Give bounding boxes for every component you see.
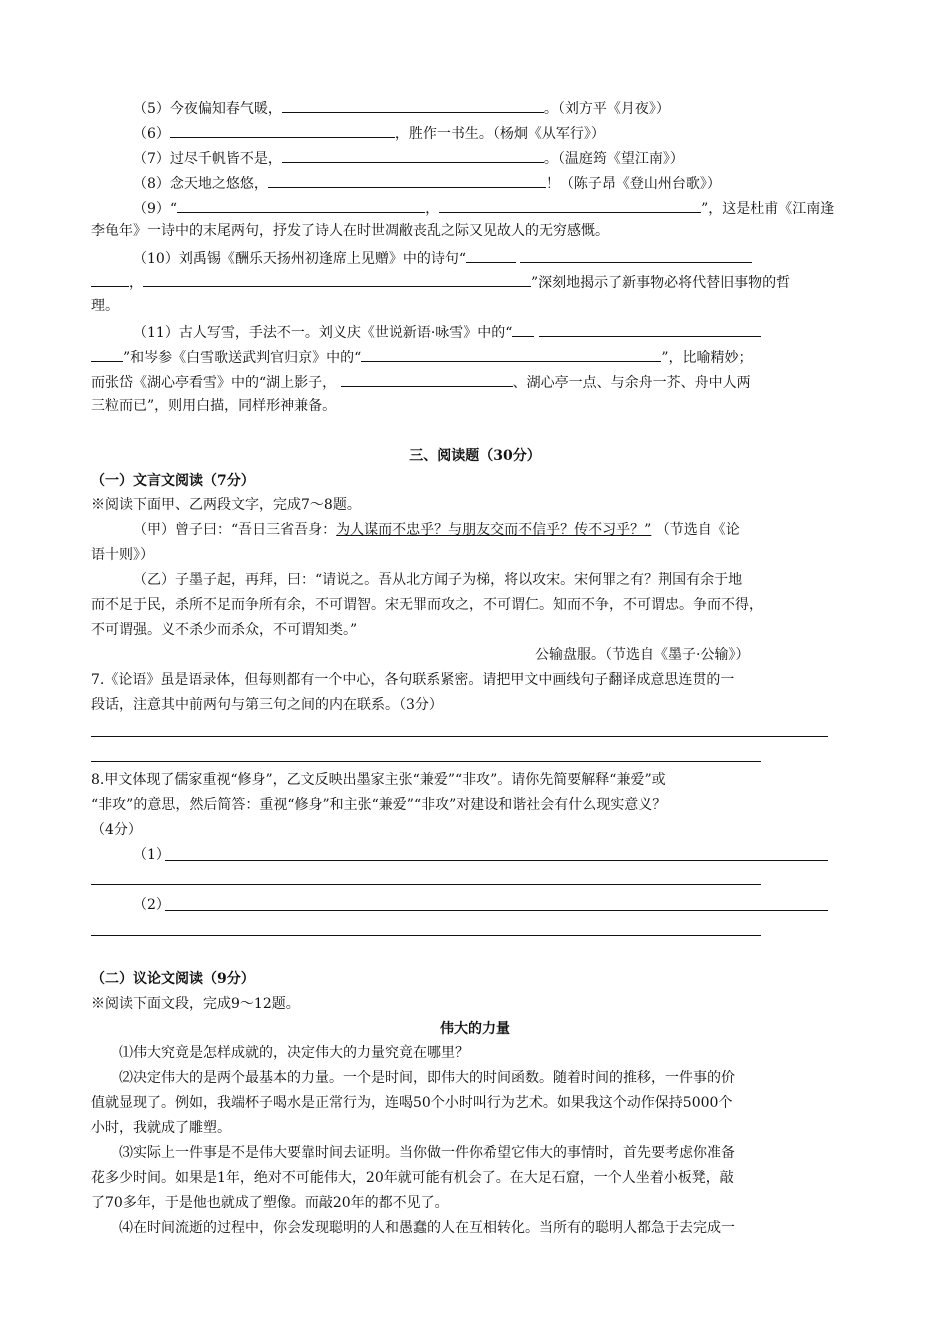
question-6: （6） ，胜作一书生。（杨炯《从军行》） (133, 123, 903, 143)
answer-blank[interactable] (512, 322, 534, 337)
essay-paragraph-2-end: 小时，我就成了雕塑。 (91, 1120, 231, 1136)
essay-paragraph-3: ⑶实际上一件事是不是伟大要靠时间去证明。当你做一件你希望它伟大的事情时，首先要考虑你准备 (119, 1145, 735, 1161)
answer-blank[interactable] (341, 372, 513, 387)
answer-blank[interactable] (143, 272, 531, 287)
answer-blank[interactable] (282, 98, 544, 113)
essay-paragraph-1: ⑴伟大究竟是怎样成就的，决定伟大的力量究竟在哪里？ (119, 1045, 469, 1061)
underlined-sentence: 为人谋而不忠乎？与朋友交而不信乎？传不习乎？” (336, 522, 652, 538)
passage-jia: （甲）曾子曰：“吾日三省吾身：为人谋而不忠乎？与朋友交而不信乎？传不习乎？” （节选自《论 (133, 522, 740, 538)
question-11: （11）古人写雪，手法不一。刘义庆《世说新语·咏雪》中的“ (133, 322, 903, 342)
answer-blank[interactable] (268, 173, 546, 188)
answer-line[interactable] (91, 736, 828, 737)
essay-paragraph-2-cont: 值就显现了。例如，我端杯子喝水是正常行为，连喝50个小时叫行为艺术。如果我这个动作保持5000个 (91, 1095, 733, 1111)
essay-paragraph-2: ⑵决定伟大的是两个最基本的力量。一个是时间，即伟大的时间函数。随着时间的推移，一件事的价 (119, 1070, 735, 1086)
answer-blank[interactable] (177, 198, 425, 213)
question-10-end: 理。 (91, 298, 119, 314)
question-8-line1: 8.甲文体现了儒家重视“修身”，乙文反映出墨家主张“兼爱”“非攻”。请你先简要解释“兼爱”或 (91, 772, 666, 788)
question-8-answer-1: （1） (133, 847, 170, 863)
passage-yi-3: 不可谓强。义不杀少而杀众，不可谓知类。” (91, 622, 358, 638)
answer-blank[interactable] (539, 322, 761, 337)
question-9: （9）“ ， ”，这是杜甫《江南逢 (133, 198, 903, 218)
answer-line[interactable] (165, 860, 828, 861)
passage-jia-cont: 语十则》） (91, 547, 154, 563)
essay-paragraph-3-end: 了70多年，于是他也就成了塑像。而敲20年的都不见了。 (91, 1195, 449, 1211)
answer-line[interactable] (165, 910, 828, 911)
part1-instructions: ※阅读下面甲、乙两段文字，完成7～8题。 (91, 497, 361, 513)
answer-blank[interactable] (91, 347, 123, 362)
part1-title: （一）文言文阅读（7分） (91, 473, 255, 489)
answer-blank[interactable] (520, 248, 752, 263)
question-5: （5）今夜偏知春气暖， 。（刘方平《月夜》） (133, 98, 903, 118)
question-8-line2: “非攻”的意思，然后简答：重视“修身”和主张“兼爱”“非攻”对建设和谐社会有什么现实意义？ (91, 797, 667, 813)
essay-title: 伟大的力量 (440, 1021, 510, 1037)
passage-yi-2: 而不足于民，杀所不足而争所有余，不可谓智。宋无罪而攻之，不可谓仁。知而不争，不可谓忠。争而不得， (91, 597, 763, 613)
part2-title: （二）议论文阅读（9分） (91, 971, 255, 987)
question-7-line1: 7.《论语》虽是语录体，但每则都有一个中心，各句联系紧密。请把甲文中画线句子翻译成意思连贯的一 (91, 672, 735, 688)
answer-line[interactable] (91, 884, 761, 885)
passage-yi-source: 公输盘服。（节选自《墨子·公输》） (535, 647, 750, 663)
answer-blank[interactable] (170, 123, 395, 138)
answer-blank[interactable] (91, 272, 129, 287)
question-7-fill: （7）过尽千帆皆不是， 。（温庭筠《望江南》） (133, 148, 903, 168)
answer-blank[interactable] (466, 248, 516, 263)
answer-blank[interactable] (361, 347, 661, 362)
question-8-fill: （8）念天地之悠悠， ！（陈子昂《登山州台歌》） (133, 173, 903, 193)
question-11-cont: ”和岑参《白雪歌送武判官归京》中的“ ”，比喻精妙； (91, 347, 861, 367)
answer-blank[interactable] (439, 198, 701, 213)
essay-paragraph-4: ⑷在时间流逝的过程中，你会发现聪明的人和愚蠢的人在互相转化。当所有的聪明人都急于去完成一 (119, 1220, 735, 1236)
passage-yi-1: （乙）子墨子起，再拜，曰：“请说之。吾从北方闻子为梯，将以攻宋。宋何罪之有？荆国有余于地 (133, 572, 743, 588)
part2-instructions: ※阅读下面文段，完成9～12题。 (91, 996, 300, 1012)
answer-line[interactable] (91, 761, 761, 762)
question-7-line2: 段话，注意其中前两句与第三句之间的内在联系。（3分） (91, 697, 443, 713)
question-10-cont: ， ”深刻地揭示了新事物必将代替旧事物的哲 (91, 272, 861, 292)
answer-line[interactable] (91, 935, 761, 936)
question-10: （10）刘禹锡《酬乐天扬州初逢席上见赠》中的诗句“ (133, 248, 903, 268)
question-8-answer-2: （2） (133, 897, 170, 913)
question-11-end: 三粒而已”，则用白描，同样形神兼备。 (91, 398, 337, 414)
essay-paragraph-3-cont: 花多少时间。如果是1年，绝对不可能伟大，20年就可能有机会了。在大足石窟，一个人坐着小板凳，敲 (91, 1170, 734, 1186)
question-9-cont: 李龟年》一诗中的末尾两句，抒发了诗人在时世凋敝丧乱之际又见故人的无穷感慨。 (91, 223, 609, 239)
question-11-cont2: 而张岱《湖心亭看雪》中的“湖上影子， 、湖心亭一点、与余舟一芥、舟中人两 (91, 372, 861, 392)
answer-blank[interactable] (282, 148, 544, 163)
question-8-score: （4分） (91, 822, 142, 838)
section-title: 三、阅读题（30分） (409, 448, 541, 464)
